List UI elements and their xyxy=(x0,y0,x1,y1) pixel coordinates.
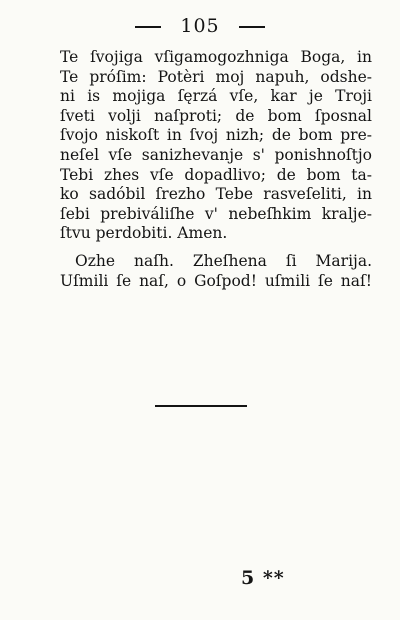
divider-rule xyxy=(155,405,247,407)
text-line: Tebi zhes vſe dopadlivo; de bom ta- xyxy=(60,165,372,184)
text-line: ſvojo niskoſt in ſvoj nizh; de bom pre- xyxy=(60,126,372,145)
header-dash-right xyxy=(239,26,265,28)
page-number: 105 xyxy=(180,15,220,37)
text-line: Te próſim: Potèri moj napuh, odshe- xyxy=(60,67,372,86)
signature-mark: 5 ** xyxy=(241,567,285,589)
prayer-paragraph xyxy=(60,252,372,291)
prayer-line: Ozhe naſh. Zheſhena ſi Marija. xyxy=(75,251,372,270)
main-paragraph xyxy=(60,48,372,244)
prayer-line: Uſmili ſe naſ, o Goſpod! uſmili ſe naſ! xyxy=(60,271,372,290)
text-block xyxy=(60,48,372,291)
header-dash-left xyxy=(135,26,161,28)
text-line: neſel vſe sanizhevanje s' ponishnoſtjo xyxy=(60,145,372,164)
text-line: ſveti volji naſproti; de bom ſposnal xyxy=(60,106,372,125)
text-line: ko sadóbil ſrezho Tebe rasveſeliti, in xyxy=(60,185,372,204)
text-line: ſtvu perdobiti. Amen. xyxy=(60,224,228,243)
text-line: ni is mojiga ſęrzá vſe, kar je Troji xyxy=(60,87,372,106)
text-line: Te ſvojiga vſigamogozhniga Boga, in xyxy=(60,48,372,66)
page-header xyxy=(0,15,400,37)
text-line: ſebi prebiváliſhe v' nebeſhkim kralje- xyxy=(60,204,372,223)
